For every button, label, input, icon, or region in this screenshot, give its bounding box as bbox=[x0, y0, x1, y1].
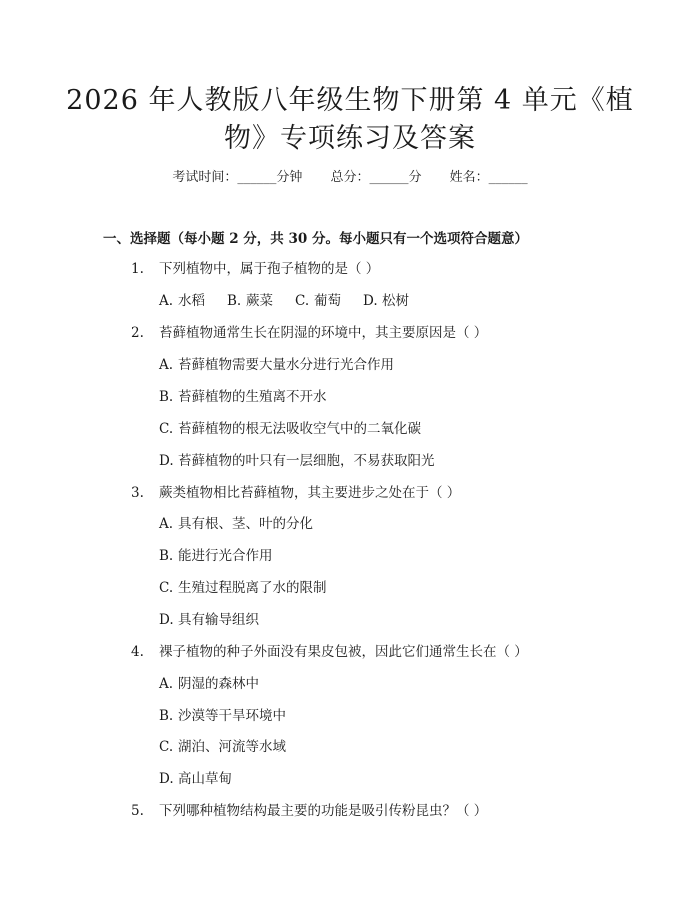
title-line-1: 2026 年人教版八年级生物下册第 4 单元《植 bbox=[66, 85, 634, 116]
exam-time: 考试时间：______分钟 bbox=[172, 170, 303, 185]
question-text: 下列植物中，属于孢子植物的是（ ） bbox=[159, 261, 380, 277]
option-b: B. 能进行光合作用 bbox=[159, 548, 273, 564]
option-b: B. 沙漠等干旱环境中 bbox=[159, 708, 286, 724]
question-5 bbox=[131, 801, 487, 821]
question-text: 下列哪种植物结构最主要的功能是吸引传粉昆虫？（ ） bbox=[159, 803, 488, 819]
question-4 bbox=[131, 642, 528, 662]
question-1-options bbox=[159, 291, 431, 311]
option-d: D. 高山草甸 bbox=[159, 771, 232, 787]
question-text: 裸子植物的种子外面没有果皮包被，因此它们通常生长在（ ） bbox=[159, 644, 528, 660]
question-text: 蕨类植物相比苔藓植物，其主要进步之处在于（ ） bbox=[159, 485, 461, 501]
option-d: D. 苔藓植物的叶只有一层细胞，不易获取阳光 bbox=[159, 453, 435, 469]
question-number: 1. bbox=[131, 261, 144, 277]
option-d: D. 松树 bbox=[363, 293, 409, 309]
option-b: B. 蕨菜 bbox=[227, 293, 273, 309]
question-number: 5. bbox=[131, 803, 144, 819]
option-d: D. 具有输导组织 bbox=[159, 612, 259, 628]
option-a: A. 具有根、茎、叶的分化 bbox=[159, 516, 313, 532]
question-number: 4. bbox=[131, 644, 144, 660]
page-title bbox=[40, 82, 660, 158]
question-number: 2. bbox=[131, 325, 144, 341]
section-heading: 一、选择题（每小题 2 分，共 30 分。每小题只有一个选项符合题意） bbox=[103, 231, 528, 247]
option-c: C. 葡萄 bbox=[295, 293, 341, 309]
option-c: C. 苔藓植物的根无法吸收空气中的二氧化碳 bbox=[159, 421, 421, 437]
option-a: A. 水稻 bbox=[159, 293, 205, 309]
exam-score: 总分：______分 bbox=[330, 170, 422, 185]
option-b: B. 苔藓植物的生殖离不开水 bbox=[159, 389, 327, 405]
student-name: 姓名：______ bbox=[449, 170, 528, 185]
question-number: 3. bbox=[131, 485, 144, 501]
question-1 bbox=[131, 259, 379, 279]
question-2 bbox=[131, 323, 487, 343]
option-a: A. 阴湿的森林中 bbox=[159, 676, 259, 692]
question-text: 苔藓植物通常生长在阴湿的环境中，其主要原因是（ ） bbox=[159, 325, 488, 341]
exam-meta bbox=[0, 168, 700, 188]
question-3 bbox=[131, 483, 460, 503]
title-line-2: 物》专项练习及答案 bbox=[224, 123, 476, 154]
option-c: C. 湖泊、河流等水域 bbox=[159, 739, 286, 755]
option-a: A. 苔藓植物需要大量水分进行光合作用 bbox=[159, 357, 394, 373]
option-c: C. 生殖过程脱离了水的限制 bbox=[159, 580, 327, 596]
